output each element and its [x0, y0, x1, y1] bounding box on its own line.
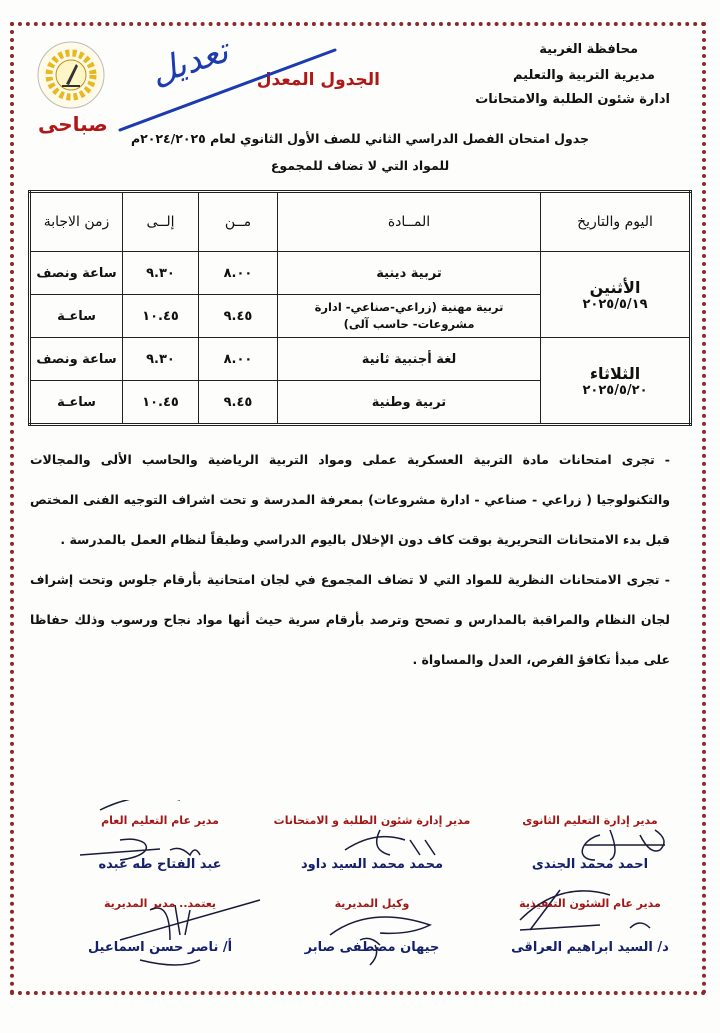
- signatory-name: أ/ ناصر حسن اسماعيل: [87, 940, 233, 955]
- header-subject: المــادة: [278, 192, 541, 252]
- duration-cell: ساعـة: [30, 381, 123, 425]
- subject-cell: تربية مهنية (زراعي-صناعي- ادارة مشروعات- حاسب آلى): [278, 295, 541, 338]
- directorate-logo: [36, 40, 106, 110]
- signatory-title: مدير عام الشئون التنفيذية: [519, 897, 661, 910]
- handwritten-signatures: [0, 800, 720, 1000]
- signatory-title: مدير عام التعليم العام: [101, 814, 219, 827]
- to-cell: ٩.٣٠: [123, 252, 199, 295]
- table-row: [30, 338, 691, 381]
- directorate-label: مديرية التربية والتعليم: [512, 68, 655, 83]
- day-date: ٢٠٢٥/٥/١٩: [582, 296, 648, 312]
- exam-schedule-subtitle: للمواد التي لا تضاف للمجموع: [270, 158, 450, 173]
- note-theoretical-exams: - تجرى الامتحانات النظرية للمواد التي لا تضاف المجموع في لجان امتحانية بأرقام جلوس وتحت إشراف لجان النظام والمراقبة بالمدارس و تصحح وترصد بأرقام سرية حيث أنها مواد نجاح ورسوب وذلك حفاظا على مبدأ تكافؤ الفرص، العدل والمساواة .: [30, 572, 670, 667]
- from-cell: ٩.٤٥: [199, 381, 278, 425]
- day-cell: [541, 252, 691, 338]
- signatory-title: يعتمد.. مدير المديرية: [103, 897, 217, 910]
- duration-cell: ساعة ونصف: [30, 252, 123, 295]
- signatory-name: احمد محمد الجندى: [531, 857, 649, 872]
- table-header-row: [30, 192, 691, 252]
- exam-schedule-table: [28, 190, 692, 426]
- header-to: إلــى: [123, 192, 199, 252]
- header-day-date: اليوم والتاريخ: [541, 192, 691, 252]
- header-from: مــن: [199, 192, 278, 252]
- signatory-name: عبد الفتاح طه عبده: [98, 857, 222, 872]
- subject-cell: تربية وطنية: [278, 381, 541, 425]
- department-label: ادارة شئون الطلبة والامتحانات: [475, 92, 670, 107]
- subject-cell: لغة أجنبية ثانية: [278, 338, 541, 381]
- day-cell: [541, 338, 691, 425]
- duration-cell: ساعـة: [30, 295, 123, 338]
- from-cell: ٨.٠٠: [199, 338, 278, 381]
- signatory-title: مدير إدارة التعليم الثانوى: [522, 814, 658, 827]
- to-cell: ٩.٣٠: [123, 338, 199, 381]
- duration-cell: ساعة ونصف: [30, 338, 123, 381]
- signatory-name: د/ السيد ابراهيم العراقى: [511, 940, 669, 955]
- handwritten-edit-mark: تعديل: [110, 30, 340, 140]
- signatory-name: جيهان مصطفى صابر: [304, 940, 440, 955]
- governorate-label: محافظة الغربية: [539, 42, 638, 57]
- table-row: [30, 252, 691, 295]
- day-name: الأثنين: [589, 277, 641, 297]
- signatory-name: محمد محمد السيد داود: [300, 857, 444, 872]
- revised-schedule-title: الجدول المعدل: [256, 70, 380, 90]
- to-cell: ١٠.٤٥: [123, 381, 199, 425]
- shift-label: صباحى: [38, 112, 108, 136]
- exam-schedule-title: جدول امتحان الفصل الدراسي الثاني للصف الأول الثانوي لعام ٢٠٢٤/٢٠٢٥م: [130, 131, 590, 146]
- day-date: ٢٠٢٥/٥/٢٠: [582, 382, 648, 398]
- from-cell: ٨.٠٠: [199, 252, 278, 295]
- from-cell: ٩.٤٥: [199, 295, 278, 338]
- note-practical-exams: - تجرى امتحانات مادة التربية العسكرية عملى ومواد التربية الرياضية والحاسب الألى والمجالات والتكنولوجيا ( زراعي - صناعي - ادارة مشروعات) بمعرفة المدرسة و تحت اشراف التوجيه الفنى المختص قبل بدء الامتحانات التحريرية بوقت كاف دون الإخلال باليوم الدراسي وطبقاً لنظام العمل بالمدرسة .: [30, 452, 670, 547]
- subject-cell: تربية دينية: [278, 252, 541, 295]
- header-duration: زمن الاجابة: [30, 192, 123, 252]
- signatory-title: وكيل المديرية: [334, 897, 410, 910]
- to-cell: ١٠.٤٥: [123, 295, 199, 338]
- signatory-title: مدير إدارة شئون الطلبة و الامتحانات: [273, 814, 471, 827]
- day-name: الثلاثاء: [589, 363, 641, 383]
